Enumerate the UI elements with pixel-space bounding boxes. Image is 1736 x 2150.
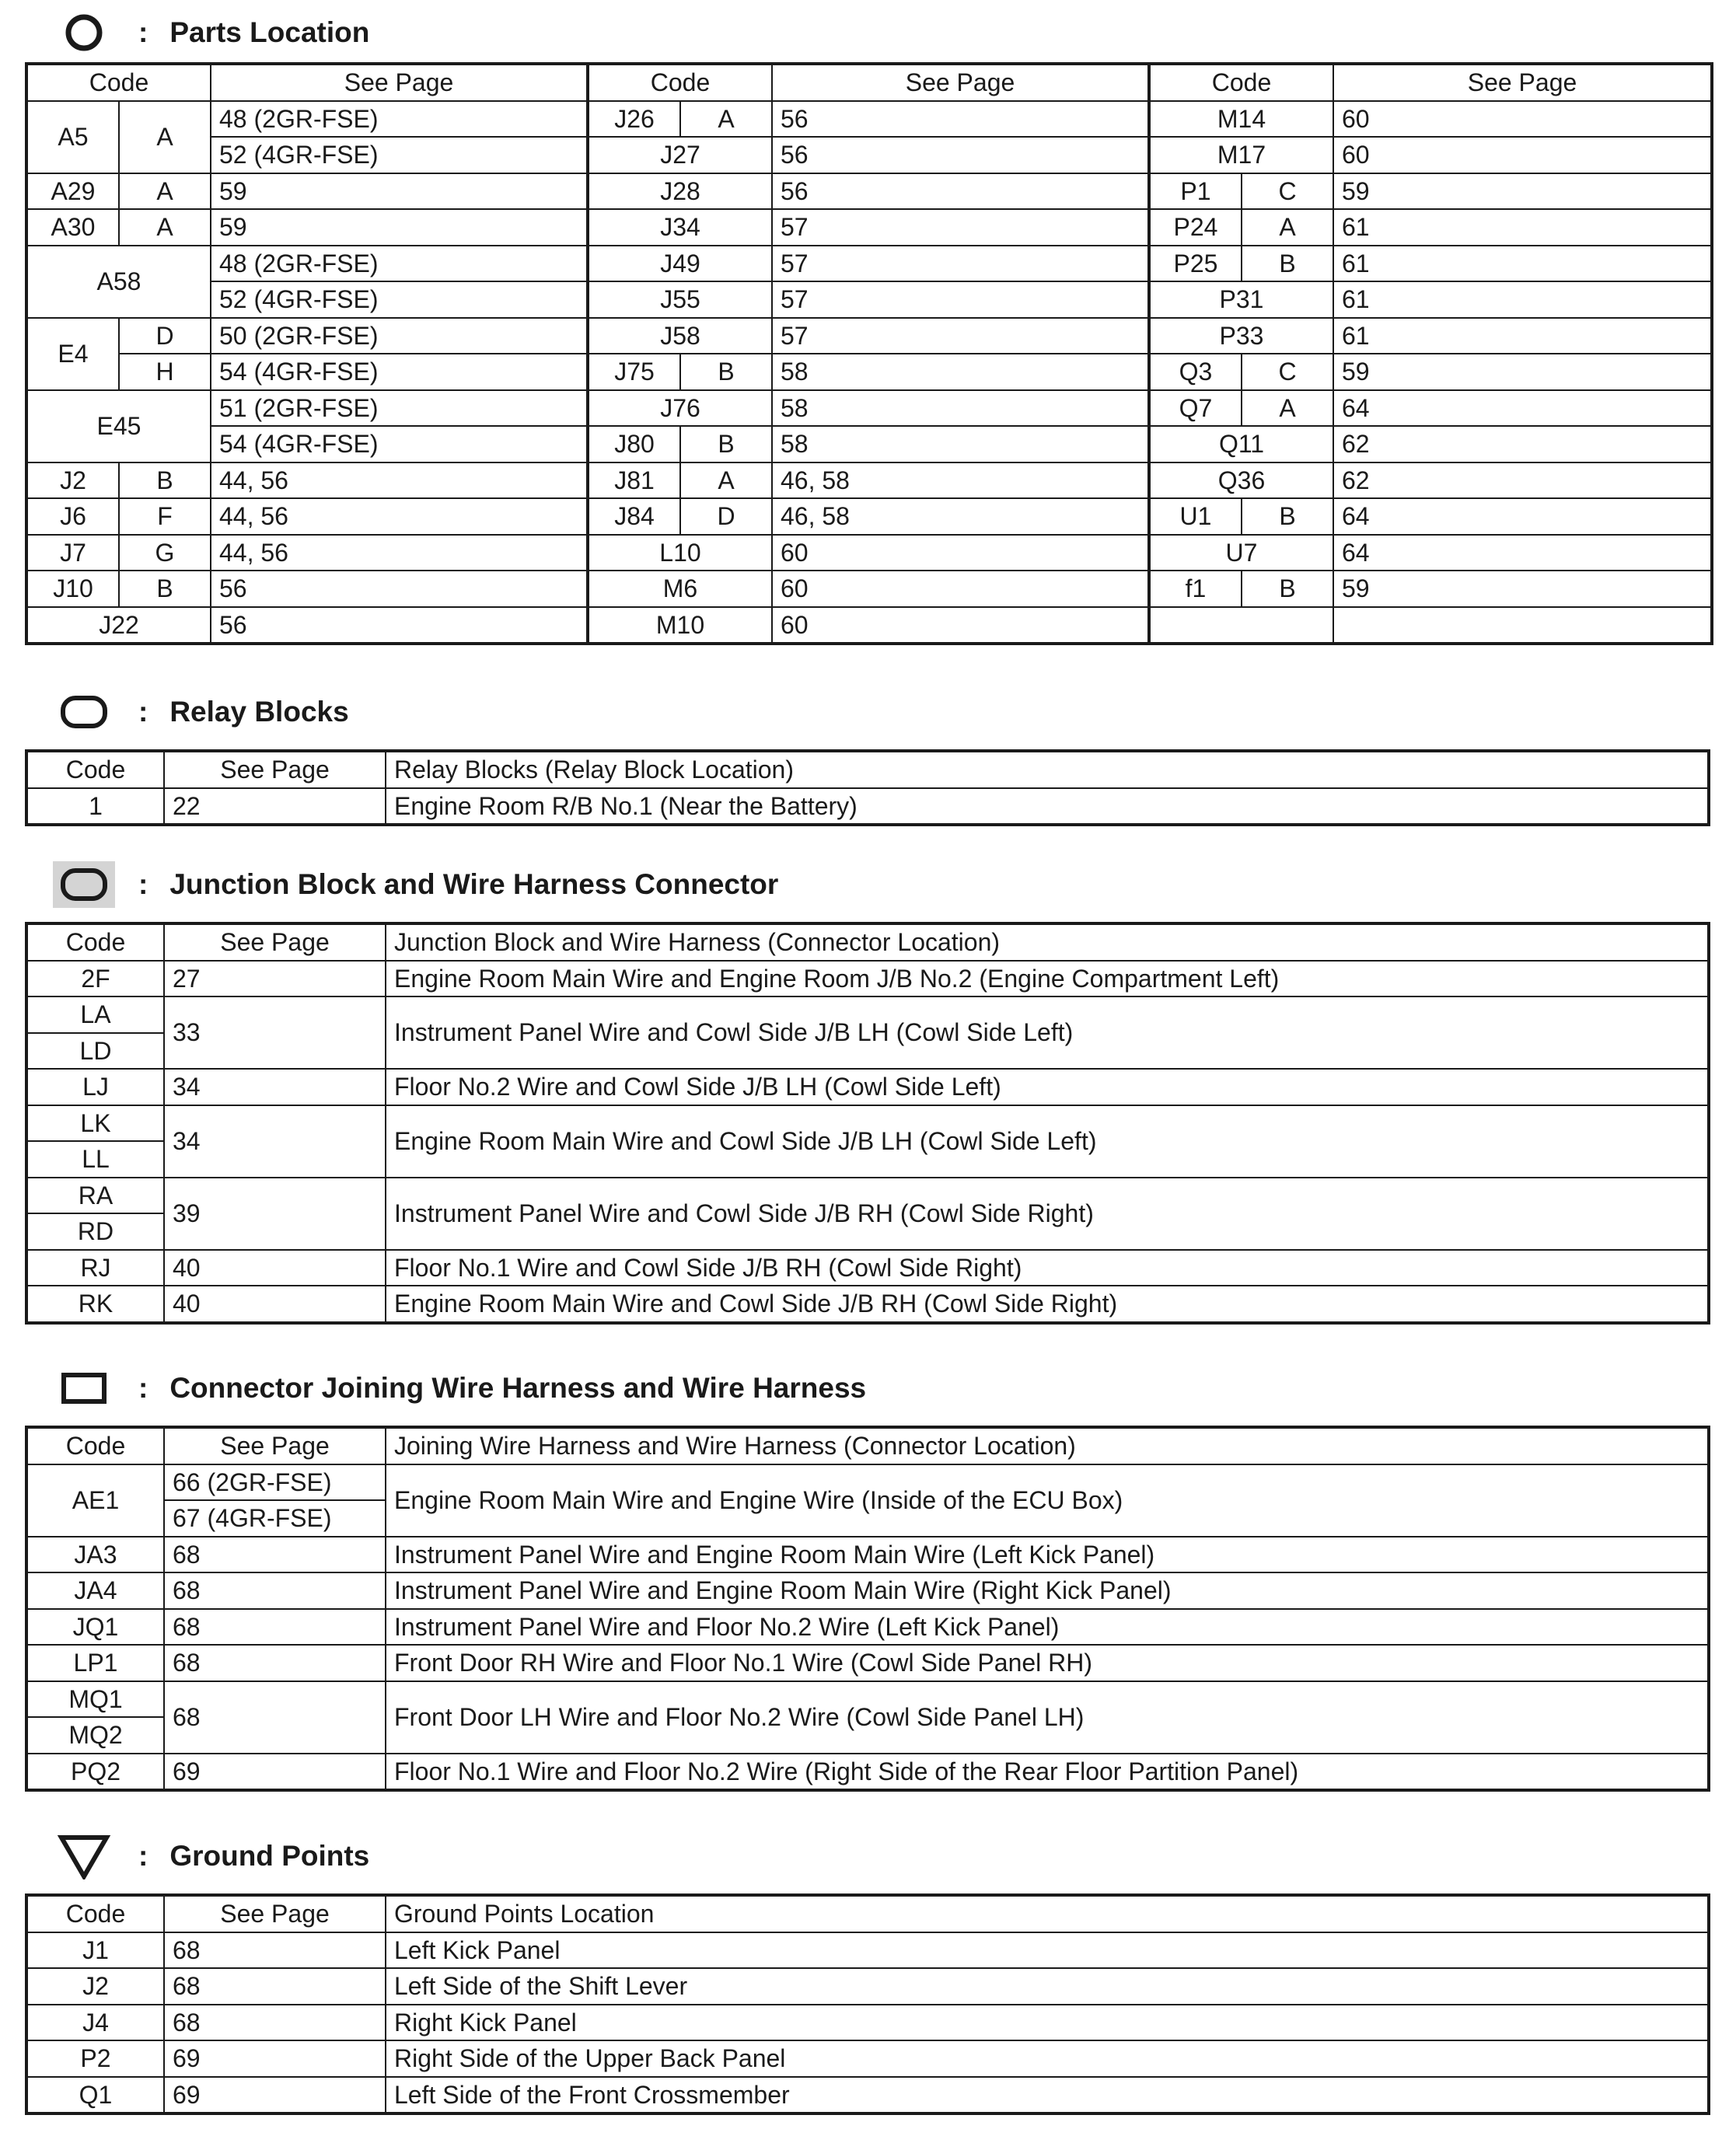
table-row <box>26 1250 1709 1286</box>
location-cell: Engine Room Main Wire and Cowl Side J/B RH (Cowl Side Right) <box>386 1286 1709 1323</box>
page-cell: 54 (4GR-FSE) <box>211 426 588 462</box>
heading-colon: : <box>138 1372 148 1404</box>
table-row <box>26 1178 1709 1214</box>
code-cell: A29 <box>26 173 119 210</box>
page-cell: 52 (4GR-FSE) <box>211 137 588 173</box>
code-cell: J55 <box>588 281 772 318</box>
header-cell: Junction Block and Wire Harness (Connector Location) <box>386 923 1709 961</box>
table-row <box>26 498 1712 535</box>
location-cell: Instrument Panel Wire and Cowl Side J/B LH (Cowl Side Left) <box>386 996 1709 1069</box>
page-cell: 57 <box>772 281 1149 318</box>
code-cell: LJ <box>26 1069 164 1105</box>
page-cell: 33 <box>164 996 386 1069</box>
table-row <box>26 137 1712 173</box>
page-cell: 34 <box>164 1105 386 1178</box>
sub-code-cell: C <box>1242 354 1333 390</box>
code-cell: J2 <box>26 462 119 499</box>
code-cell: RK <box>26 1286 164 1323</box>
code-cell: Q3 <box>1149 354 1242 390</box>
code-cell <box>1149 607 1333 644</box>
code-cell: f1 <box>1149 571 1242 607</box>
code-cell: J26 <box>588 101 680 138</box>
header-code: Code <box>1149 64 1333 101</box>
heading-colon: : <box>138 1840 148 1872</box>
page-cell: 60 <box>1333 137 1712 173</box>
table-row <box>26 1754 1709 1791</box>
code-cell: AE1 <box>26 1464 164 1537</box>
code-cell: P25 <box>1149 246 1242 282</box>
sub-code-cell: B <box>119 571 211 607</box>
header-see-page: See Page <box>1333 64 1712 101</box>
header-see-page: See Page <box>211 64 588 101</box>
code-cell: L10 <box>588 535 772 571</box>
junction-block-heading <box>53 861 778 908</box>
page-cell: 48 (2GR-FSE) <box>211 246 588 282</box>
header-code: Code <box>588 64 772 101</box>
page-cell: 59 <box>1333 173 1712 210</box>
table-row <box>26 1069 1709 1105</box>
header-cell: Code <box>26 1895 164 1932</box>
location-cell: Engine Room Main Wire and Engine Wire (Inside of the ECU Box) <box>386 1464 1709 1537</box>
code-cell: PQ2 <box>26 1754 164 1791</box>
triangle-icon <box>53 1833 115 1880</box>
location-cell: Left Kick Panel <box>386 1932 1709 1969</box>
page-cell: 44, 56 <box>211 462 588 499</box>
page-cell: 64 <box>1333 390 1712 427</box>
code-cell: 2F <box>26 961 164 997</box>
heading-colon: : <box>138 16 148 48</box>
page-cell: 51 (2GR-FSE) <box>211 390 588 427</box>
code-cell: J75 <box>588 354 680 390</box>
location-cell: Instrument Panel Wire and Engine Room Main Wire (Right Kick Panel) <box>386 1572 1709 1609</box>
sub-code-cell: C <box>1242 173 1333 210</box>
header-cell: Code <box>26 751 164 788</box>
page-cell: 69 <box>164 1754 386 1791</box>
section-title: Junction Block and Wire Harness Connector <box>169 868 779 900</box>
page-cell: 64 <box>1333 498 1712 535</box>
table-row <box>26 1105 1709 1142</box>
code-cell: Q7 <box>1149 390 1242 427</box>
sub-code-cell: B <box>1242 246 1333 282</box>
sub-code-cell: A <box>119 101 211 173</box>
table-row <box>26 209 1712 246</box>
table-row <box>26 101 1712 138</box>
rounded-rect-icon <box>53 689 115 735</box>
table-row <box>26 281 1712 318</box>
heading-colon: : <box>138 696 148 728</box>
page-cell: 67 (4GR-FSE) <box>164 1500 386 1537</box>
header-row <box>26 1427 1709 1464</box>
sub-code-cell: B <box>1242 571 1333 607</box>
page-cell: 57 <box>772 318 1149 354</box>
page-cell: 68 <box>164 1645 386 1681</box>
location-cell: Engine Room Main Wire and Engine Room J/B No.2 (Engine Compartment Left) <box>386 961 1709 997</box>
code-cell: LK <box>26 1105 164 1142</box>
page-cell: 68 <box>164 1609 386 1646</box>
location-cell: Engine Room Main Wire and Cowl Side J/B LH (Cowl Side Left) <box>386 1105 1709 1178</box>
code-cell: RD <box>26 1213 164 1250</box>
table-row <box>26 1286 1709 1323</box>
page-cell: 68 <box>164 1537 386 1573</box>
page-cell: 69 <box>164 2077 386 2114</box>
code-cell: P1 <box>1149 173 1242 210</box>
page-cell: 48 (2GR-FSE) <box>211 101 588 138</box>
page-cell: 44, 56 <box>211 535 588 571</box>
code-cell: M6 <box>588 571 772 607</box>
sub-code-cell: B <box>680 354 772 390</box>
sub-code-cell: A <box>1242 390 1333 427</box>
sub-code-cell: F <box>119 498 211 535</box>
table-row <box>26 535 1712 571</box>
code-cell: RJ <box>26 1250 164 1286</box>
header-cell: Code <box>26 923 164 961</box>
empty-cell <box>1333 607 1712 644</box>
code-cell: J76 <box>588 390 772 427</box>
shaded-rounded-rect-icon <box>53 861 115 908</box>
location-cell: Right Kick Panel <box>386 2005 1709 2041</box>
circle-icon <box>53 9 115 56</box>
page-cell: 50 (2GR-FSE) <box>211 318 588 354</box>
table-row <box>26 961 1709 997</box>
table-row <box>26 426 1712 462</box>
junction-block-table <box>25 922 1710 1325</box>
code-cell: M14 <box>1149 101 1333 138</box>
code-cell: MQ2 <box>26 1717 164 1754</box>
table-row <box>26 1968 1709 2005</box>
page-cell: 59 <box>1333 571 1712 607</box>
table-row <box>26 354 1712 390</box>
location-cell: Left Side of the Shift Lever <box>386 1968 1709 2005</box>
sub-code-cell: D <box>680 498 772 535</box>
page-cell: 27 <box>164 961 386 997</box>
table-row <box>26 173 1712 210</box>
header-see-page: See Page <box>772 64 1149 101</box>
code-cell: U7 <box>1149 535 1333 571</box>
page-cell: 59 <box>211 209 588 246</box>
header-code: Code <box>26 64 211 101</box>
code-cell: RA <box>26 1178 164 1214</box>
code-cell: E45 <box>26 390 211 462</box>
table-row <box>26 996 1709 1033</box>
header-cell: See Page <box>164 1427 386 1464</box>
page-cell: 66 (2GR-FSE) <box>164 1464 386 1501</box>
section-title: Parts Location <box>169 16 370 48</box>
relay-blocks-heading <box>53 689 349 735</box>
page-cell: 60 <box>772 535 1149 571</box>
page-cell: 60 <box>772 607 1149 644</box>
page-cell: 57 <box>772 246 1149 282</box>
location-cell: Floor No.2 Wire and Cowl Side J/B LH (Cowl Side Left) <box>386 1069 1709 1105</box>
page-cell: 22 <box>164 788 386 825</box>
table-row <box>26 1464 1709 1501</box>
page-cell: 68 <box>164 1681 386 1754</box>
header-cell: Joining Wire Harness and Wire Harness (Connector Location) <box>386 1427 1709 1464</box>
parts-location-table <box>25 62 1713 645</box>
code-cell: J6 <box>26 498 119 535</box>
page-cell: 60 <box>1333 101 1712 138</box>
code-cell: LD <box>26 1033 164 1070</box>
code-cell: J7 <box>26 535 119 571</box>
code-cell: J84 <box>588 498 680 535</box>
page-cell: 52 (4GR-FSE) <box>211 281 588 318</box>
code-cell: J4 <box>26 2005 164 2041</box>
code-cell: J80 <box>588 426 680 462</box>
code-cell: P2 <box>26 2040 164 2077</box>
sub-code-cell: G <box>119 535 211 571</box>
sub-code-cell: A <box>680 101 772 138</box>
page-cell: 40 <box>164 1286 386 1323</box>
table-row <box>26 1932 1709 1969</box>
table-row <box>26 2077 1709 2114</box>
location-cell: Floor No.1 Wire and Floor No.2 Wire (Right Side of the Rear Floor Partition Panel) <box>386 1754 1709 1791</box>
page-cell: 61 <box>1333 209 1712 246</box>
table-row <box>26 2040 1709 2077</box>
code-cell: Q1 <box>26 2077 164 2114</box>
header-cell: Code <box>26 1427 164 1464</box>
code-cell: J22 <box>26 607 211 644</box>
connector-joining-heading <box>53 1365 866 1412</box>
location-cell: Front Door LH Wire and Floor No.2 Wire (Cowl Side Panel LH) <box>386 1681 1709 1754</box>
page-cell: 40 <box>164 1250 386 1286</box>
parts-location-heading <box>53 9 369 56</box>
location-cell: Instrument Panel Wire and Cowl Side J/B RH (Cowl Side Right) <box>386 1178 1709 1250</box>
header-row <box>26 923 1709 961</box>
table-row <box>26 2005 1709 2041</box>
ground-points-heading <box>53 1833 369 1880</box>
code-cell: P24 <box>1149 209 1242 246</box>
location-cell: Engine Room R/B No.1 (Near the Battery) <box>386 788 1709 825</box>
table-row <box>26 1609 1709 1646</box>
table-row <box>26 1572 1709 1609</box>
code-cell: J81 <box>588 462 680 499</box>
page-cell: 59 <box>1333 354 1712 390</box>
code-cell: J2 <box>26 1968 164 2005</box>
page-cell: 46, 58 <box>772 498 1149 535</box>
code-cell: P31 <box>1149 281 1333 318</box>
code-cell: JA4 <box>26 1572 164 1609</box>
header-cell: Relay Blocks (Relay Block Location) <box>386 751 1709 788</box>
location-cell: Front Door RH Wire and Floor No.1 Wire (Cowl Side Panel RH) <box>386 1645 1709 1681</box>
page-cell: 61 <box>1333 281 1712 318</box>
section-title: Connector Joining Wire Harness and Wire Harness <box>169 1372 867 1404</box>
sub-code-cell: H <box>119 354 211 390</box>
code-cell: J10 <box>26 571 119 607</box>
header-cell: See Page <box>164 751 386 788</box>
header-cell: Ground Points Location <box>386 1895 1709 1932</box>
location-cell: Instrument Panel Wire and Floor No.2 Wire (Left Kick Panel) <box>386 1609 1709 1646</box>
code-cell: J58 <box>588 318 772 354</box>
code-cell: J1 <box>26 1932 164 1969</box>
code-cell: A30 <box>26 209 119 246</box>
code-cell: 1 <box>26 788 164 825</box>
ground-points-table <box>25 1893 1710 2115</box>
header-cell: See Page <box>164 923 386 961</box>
page-cell: 56 <box>772 173 1149 210</box>
heading-colon: : <box>138 868 148 900</box>
page-cell: 68 <box>164 1968 386 2005</box>
page-cell: 46, 58 <box>772 462 1149 499</box>
page-cell: 56 <box>772 101 1149 138</box>
table-row <box>26 607 1712 644</box>
code-cell: J27 <box>588 137 772 173</box>
code-cell: MQ1 <box>26 1681 164 1718</box>
page-cell: 68 <box>164 2005 386 2041</box>
page-cell: 68 <box>164 1572 386 1609</box>
location-cell: Instrument Panel Wire and Engine Room Main Wire (Left Kick Panel) <box>386 1537 1709 1573</box>
square-icon <box>53 1365 115 1412</box>
sub-code-cell: B <box>119 462 211 499</box>
relay-blocks-table <box>25 749 1710 826</box>
connector-joining-table <box>25 1426 1710 1792</box>
page-cell: 59 <box>211 173 588 210</box>
code-cell: Q11 <box>1149 426 1333 462</box>
code-cell: LP1 <box>26 1645 164 1681</box>
table-row <box>26 318 1712 354</box>
section-title: Ground Points <box>169 1840 370 1872</box>
page-cell: 60 <box>772 571 1149 607</box>
code-cell: M10 <box>588 607 772 644</box>
code-cell: A58 <box>26 246 211 318</box>
table-row <box>26 788 1709 825</box>
table-row <box>26 571 1712 607</box>
table-row <box>26 246 1712 282</box>
header-cell: See Page <box>164 1895 386 1932</box>
sub-code-cell: A <box>680 462 772 499</box>
page-cell: 44, 56 <box>211 498 588 535</box>
code-cell: LA <box>26 996 164 1033</box>
location-cell: Left Side of the Front Crossmember <box>386 2077 1709 2114</box>
sub-code-cell: A <box>1242 209 1333 246</box>
table-row <box>26 390 1712 427</box>
page-cell: 56 <box>211 607 588 644</box>
code-cell: J49 <box>588 246 772 282</box>
table-row <box>26 1681 1709 1718</box>
page-cell: 58 <box>772 426 1149 462</box>
code-cell: LL <box>26 1141 164 1178</box>
section-title: Relay Blocks <box>169 696 349 728</box>
page-cell: 62 <box>1333 426 1712 462</box>
page-cell: 34 <box>164 1069 386 1105</box>
code-cell: U1 <box>1149 498 1242 535</box>
code-cell: JQ1 <box>26 1609 164 1646</box>
page-cell: 62 <box>1333 462 1712 499</box>
sub-code-cell: B <box>1242 498 1333 535</box>
code-cell: E4 <box>26 318 119 390</box>
page-cell: 64 <box>1333 535 1712 571</box>
sub-code-cell: B <box>680 426 772 462</box>
page-cell: 54 (4GR-FSE) <box>211 354 588 390</box>
page-cell: 57 <box>772 209 1149 246</box>
location-cell: Right Side of the Upper Back Panel <box>386 2040 1709 2077</box>
header-row <box>26 1895 1709 1932</box>
table-row <box>26 1537 1709 1573</box>
page-cell: 61 <box>1333 318 1712 354</box>
sub-code-cell: D <box>119 318 211 354</box>
page-cell: 56 <box>772 137 1149 173</box>
code-cell: JA3 <box>26 1537 164 1573</box>
table-row <box>26 462 1712 499</box>
code-cell: P33 <box>1149 318 1333 354</box>
page-cell: 61 <box>1333 246 1712 282</box>
page-cell: 68 <box>164 1932 386 1969</box>
location-cell: Floor No.1 Wire and Cowl Side J/B RH (Cowl Side Right) <box>386 1250 1709 1286</box>
sub-code-cell: A <box>119 209 211 246</box>
header-row <box>26 751 1709 788</box>
code-cell: M17 <box>1149 137 1333 173</box>
page-cell: 58 <box>772 390 1149 427</box>
code-cell: Q36 <box>1149 462 1333 499</box>
code-cell: J28 <box>588 173 772 210</box>
table-row <box>26 1645 1709 1681</box>
header-row <box>26 64 1712 101</box>
page-cell: 69 <box>164 2040 386 2077</box>
code-cell: A5 <box>26 101 119 173</box>
page-cell: 58 <box>772 354 1149 390</box>
page-cell: 39 <box>164 1178 386 1250</box>
page-cell: 56 <box>211 571 588 607</box>
code-cell: J34 <box>588 209 772 246</box>
sub-code-cell: A <box>119 173 211 210</box>
